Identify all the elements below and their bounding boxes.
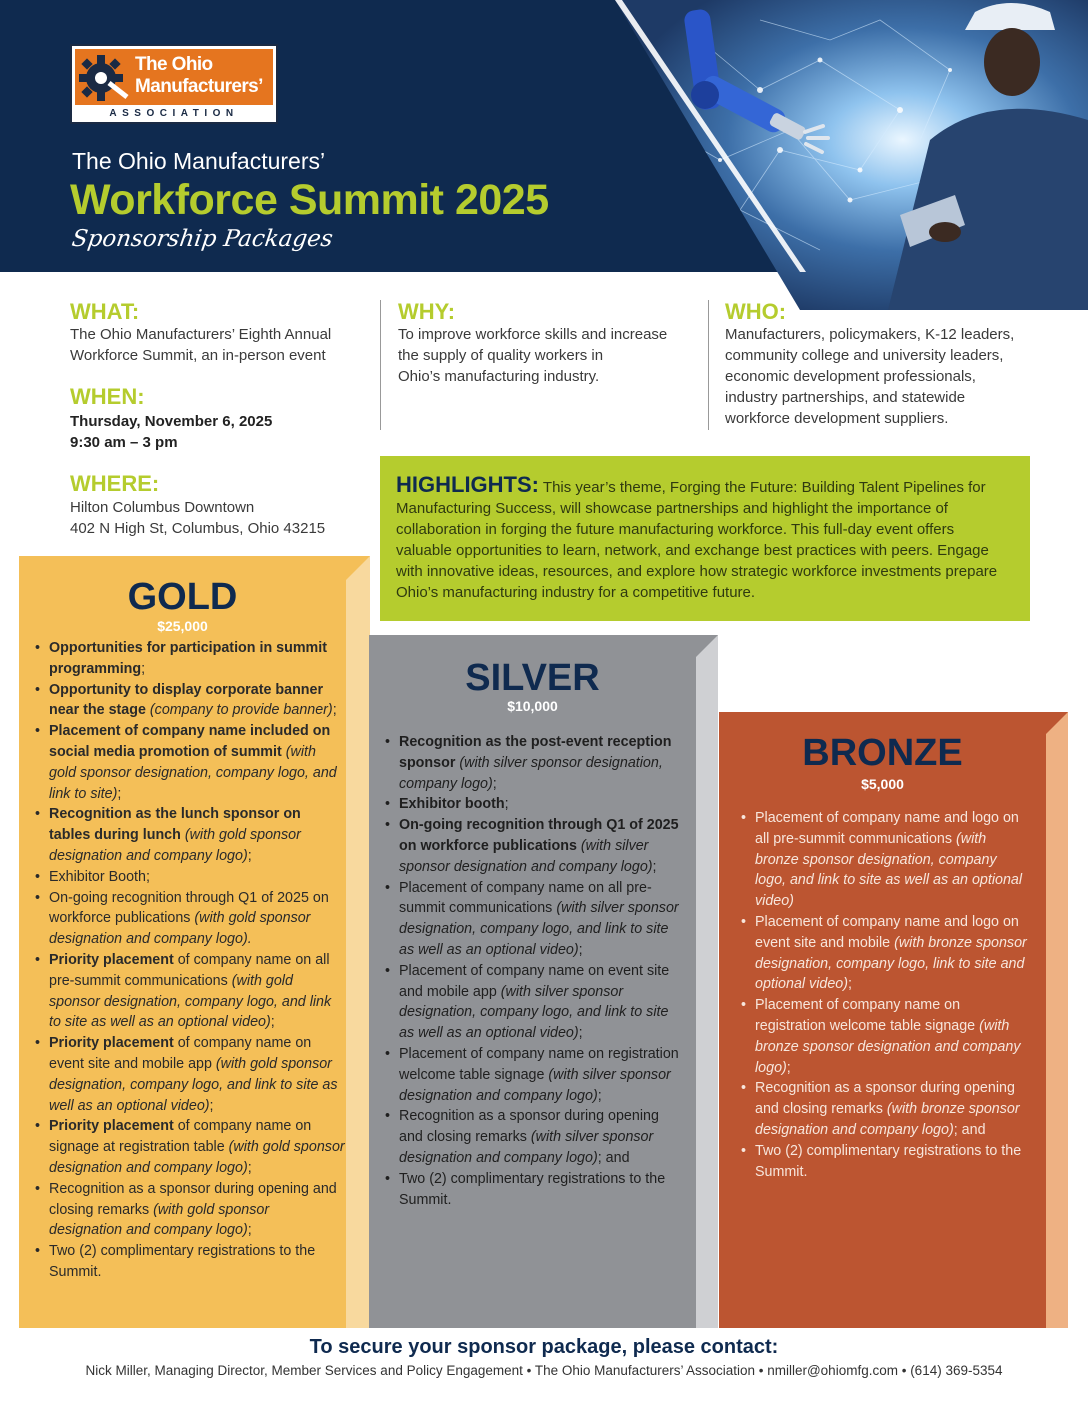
gold-benefit-bold: Recognition as the lunch sponsor on tables during lunch	[49, 806, 301, 844]
bronze-benefit-item	[739, 1078, 1031, 1140]
silver-benefit-text: ;	[652, 858, 657, 875]
logo-text-line1: The Ohio	[135, 54, 213, 75]
bronze-benefits-list	[739, 808, 1031, 1182]
gold-benefit-text: ;	[270, 1014, 275, 1031]
silver-benefit-item	[383, 1044, 683, 1106]
gold-benefit-bold: Opportunities for participation in summit programming	[49, 640, 328, 677]
why-line: the supply of quality workers in	[398, 347, 604, 364]
footer-contact: Nick Miller, Managing Director, Member Services and Policy Engagement • The Ohio Manufacturers’ Association • nmiller@ohiomfg.com • (614) 369-5354	[85, 1363, 1003, 1378]
silver-benefit-item	[383, 815, 683, 877]
gold-benefit-item	[33, 1179, 345, 1241]
gold-panel-side	[346, 556, 370, 1328]
gold-panel-bevel	[346, 556, 370, 580]
gold-benefit-item	[33, 1116, 345, 1178]
silver-benefit-bold: Exhibitor booth	[399, 796, 505, 813]
gold-benefit-text: Exhibitor Booth;	[49, 868, 150, 885]
silver-benefit-item	[383, 961, 683, 1044]
silver-benefit-item	[383, 1169, 683, 1211]
bronze-benefit-item	[739, 808, 1031, 912]
bronze-panel-side	[1046, 712, 1068, 1328]
why-label: WHY:	[398, 299, 456, 324]
gold-benefit-text: Recognition as a sponsor during opening and closing remarks	[49, 1180, 337, 1218]
gear-logo-icon	[79, 53, 129, 101]
column-divider	[708, 300, 709, 430]
silver-panel-bevel	[696, 635, 718, 657]
gold-benefit-item	[33, 721, 345, 804]
gold-benefit-note: (with gold sponsor designation and company logo)	[49, 827, 301, 864]
bronze-benefit-note: (with bronze sponsor designation and company logo)	[755, 1101, 1020, 1138]
page-title: Workforce Summit 2025	[70, 176, 549, 224]
bronze-title: BRONZE	[802, 732, 963, 774]
where-line: Hilton Columbus Downtown	[70, 499, 255, 516]
silver-benefit-item	[383, 1106, 683, 1168]
gold-price: $25,000	[157, 618, 208, 634]
gold-benefit-text: On-going recognition through Q1 of 2025 on workforce publications	[49, 889, 329, 927]
column-divider	[380, 300, 381, 430]
header-line1: The Ohio Manufacturers’	[72, 148, 326, 174]
bronze-benefit-text: Recognition as a sponsor during opening and closing remarks	[755, 1080, 1015, 1118]
silver-benefit-note: (with silver sponsor designation, company logo, and link to site as well as an optional video)	[399, 900, 679, 958]
silver-benefit-item	[383, 878, 683, 961]
page-subtitle: Sponsorship Packages	[70, 226, 335, 252]
who-line: Manufacturers, policymakers, K-12 leaders,	[725, 326, 1015, 343]
when-date: Thursday, November 6, 2025	[70, 413, 273, 430]
when-text	[70, 411, 272, 453]
who-text	[725, 324, 1014, 429]
silver-benefit-note: (with silver sponsor designation and company logo)	[399, 1066, 671, 1104]
bronze-benefit-text: ; and	[953, 1121, 986, 1138]
gold-benefit-text: of company name on all pre-summit communications	[49, 951, 330, 989]
what-line: The Ohio Manufacturers’ Eighth Annual	[70, 326, 332, 343]
silver-benefit-text: ;	[492, 775, 497, 792]
silver-benefit-text: ;	[504, 796, 509, 813]
gold-benefit-text: ;	[332, 702, 337, 719]
silver-benefit-text: Recognition as a sponsor during opening and closing remarks	[399, 1108, 659, 1146]
who-line: community college and university leaders,	[725, 347, 1004, 364]
bronze-benefit-text: Two (2) complimentary registrations to the Summit.	[755, 1142, 1022, 1180]
bronze-benefit-note: (with bronze sponsor designation, company logo, link to site and optional video)	[755, 934, 1027, 993]
silver-benefit-bold: Recognition as the post-event reception sponsor	[399, 734, 672, 771]
gold-benefit-item	[33, 1033, 345, 1116]
gold-benefit-note: (with gold sponsor designation, company logo, and link to site as well as an optional video)	[49, 1055, 338, 1114]
gold-benefit-item	[33, 888, 345, 950]
bronze-benefit-note: (with bronze sponsor designation and company logo)	[755, 1017, 1021, 1076]
silver-panel-side	[696, 635, 718, 1328]
gold-benefit-note: (with gold sponsor designation and company logo)	[49, 1201, 270, 1239]
who-line: industry partnerships, and statewide	[725, 389, 966, 406]
bronze-benefit-item	[739, 995, 1031, 1078]
silver-benefit-bold: On-going recognition through Q1 of 2025 on workforce publications	[399, 817, 679, 854]
bronze-benefit-text: Placement of company name and logo on all pre-summit communications	[755, 810, 1019, 847]
logo-association: ASSOCIATION	[109, 108, 239, 119]
gold-benefit-note: (with gold sponsor designation and company logo).	[49, 910, 311, 948]
bronze-panel-bevel	[1046, 712, 1068, 734]
bronze-benefit-text: Placement of company name on registration welcome table signage	[755, 997, 976, 1034]
gold-panel	[19, 556, 346, 1328]
silver-benefit-note: (with silver sponsor designation, company logo, and link to site as well as an optional video)	[399, 983, 669, 1042]
what-label: WHAT:	[70, 299, 140, 324]
gold-benefit-text: ;	[209, 1097, 214, 1114]
bronze-benefit-text: ;	[786, 1059, 791, 1076]
where-label: WHERE:	[70, 471, 160, 496]
gold-benefits-list	[33, 638, 345, 1283]
gold-benefit-bold: Placement of company name included on social media promotion of summit	[49, 723, 331, 760]
gold-benefit-bold: Opportunity to display corporate banner near the stage	[49, 681, 324, 719]
where-line: 402 N High St, Columbus, Ohio 43215	[70, 520, 326, 537]
what-line: Workforce Summit, an in-person event	[70, 347, 326, 364]
who-label: WHO:	[725, 299, 787, 324]
bronze-benefit-item	[739, 1141, 1031, 1183]
highlights-box	[380, 456, 1030, 621]
gold-benefit-text: ;	[117, 785, 122, 802]
silver-benefit-text: ;	[578, 941, 583, 958]
who-line: workforce development suppliers.	[725, 410, 949, 427]
silver-benefits-list	[383, 732, 683, 1210]
gold-benefit-text: ;	[247, 847, 252, 864]
silver-benefit-note: (with silver sponsor designation, company logo)	[399, 754, 663, 792]
gold-benefit-bold: Priority placement	[49, 951, 174, 968]
silver-benefit-text: Placement of company name on registration welcome table signage	[399, 1045, 679, 1083]
gold-benefit-text: of company name on event site and mobile app	[49, 1035, 312, 1072]
when-time: 9:30 am – 3 pm	[70, 434, 178, 451]
footer-heading: To secure your sponsor package, please contact:	[309, 1336, 779, 1358]
silver-benefit-text: Placement of company name on all pre-summit communications	[399, 879, 652, 917]
who-line: economic development professionals,	[725, 368, 976, 385]
gold-benefit-item	[33, 680, 345, 722]
gold-benefit-text: ;	[247, 1159, 252, 1176]
gold-benefit-item	[33, 638, 345, 680]
gold-benefit-item	[33, 804, 345, 866]
silver-benefit-note: (with silver sponsor designation and company logo)	[399, 837, 653, 875]
gold-title: GOLD	[127, 576, 238, 618]
bronze-benefit-text: ;	[848, 976, 852, 993]
bronze-benefit-note: (with bronze sponsor designation, company logo, and link to site as well as an optional video)	[755, 830, 1023, 910]
why-line: Ohio’s manufacturing industry.	[398, 368, 600, 385]
silver-benefit-note: (with silver sponsor designation and company logo)	[399, 1129, 654, 1166]
gold-benefit-bold: Priority placement	[49, 1118, 174, 1135]
silver-benefit-text: Two (2) complimentary registrations to the Summit.	[399, 1170, 666, 1208]
silver-benefit-text: ;	[578, 1025, 583, 1042]
silver-benefit-item	[383, 794, 683, 815]
where-text	[70, 497, 325, 539]
why-text	[398, 324, 667, 387]
gold-benefit-text: Two (2) complimentary registrations to the Summit.	[49, 1243, 316, 1280]
gold-benefit-item	[33, 1241, 345, 1283]
gold-benefit-note: (with gold sponsor designation, company logo, and link to site as well as an optional video)	[49, 972, 332, 1031]
silver-title: SILVER	[465, 657, 600, 699]
silver-price: $10,000	[507, 698, 558, 714]
why-line: To improve workforce skills and increase	[398, 326, 668, 343]
bronze-price: $5,000	[861, 776, 904, 792]
logo-text-line2: Manufacturers’	[135, 76, 263, 97]
bronze-benefit-item	[739, 912, 1031, 995]
gold-benefit-note: (with gold sponsor designation and company logo)	[49, 1139, 345, 1176]
silver-benefit-item	[383, 732, 683, 794]
silver-benefit-text: ; and	[597, 1149, 630, 1166]
silver-benefit-text: ;	[597, 1087, 602, 1104]
silver-benefit-text: Placement of company name on event site and mobile app	[399, 962, 670, 1000]
highlights-text: This year’s theme, Forging the Future: Building Talent Pipelines for Manufacturing Success, will showcase partnerships and highlight the importance of collaboration in forging the future manufacturing workforce. This full-day event offers valuable opportunities to learn, network, and exchange best practices with peers. Engage with innovative ideas, resources, and explore how strategic workforce investments prepare Ohio’s manufacturing industry for a competitive future.	[396, 479, 998, 601]
gold-benefit-bold: Priority placement	[49, 1035, 174, 1052]
gold-benefit-note: (company to provide banner)	[145, 702, 333, 719]
what-text	[70, 324, 331, 366]
bronze-panel	[719, 712, 1046, 1328]
gold-benefit-text: of company name on signage at registration table	[49, 1118, 312, 1156]
bronze-benefit-text: Placement of company name and logo on event site and mobile	[755, 913, 1019, 951]
when-label: WHEN:	[70, 384, 145, 409]
oma-logo	[70, 44, 278, 124]
gold-benefit-item	[33, 867, 345, 888]
gold-benefit-text: ;	[141, 660, 146, 677]
gold-benefit-text: ;	[247, 1222, 252, 1239]
gold-benefit-item	[33, 950, 345, 1033]
silver-panel	[369, 635, 696, 1328]
highlights-label: HIGHLIGHTS:	[396, 472, 539, 497]
gold-benefit-note: (with gold sponsor designation, company logo, and link to site)	[49, 743, 337, 802]
